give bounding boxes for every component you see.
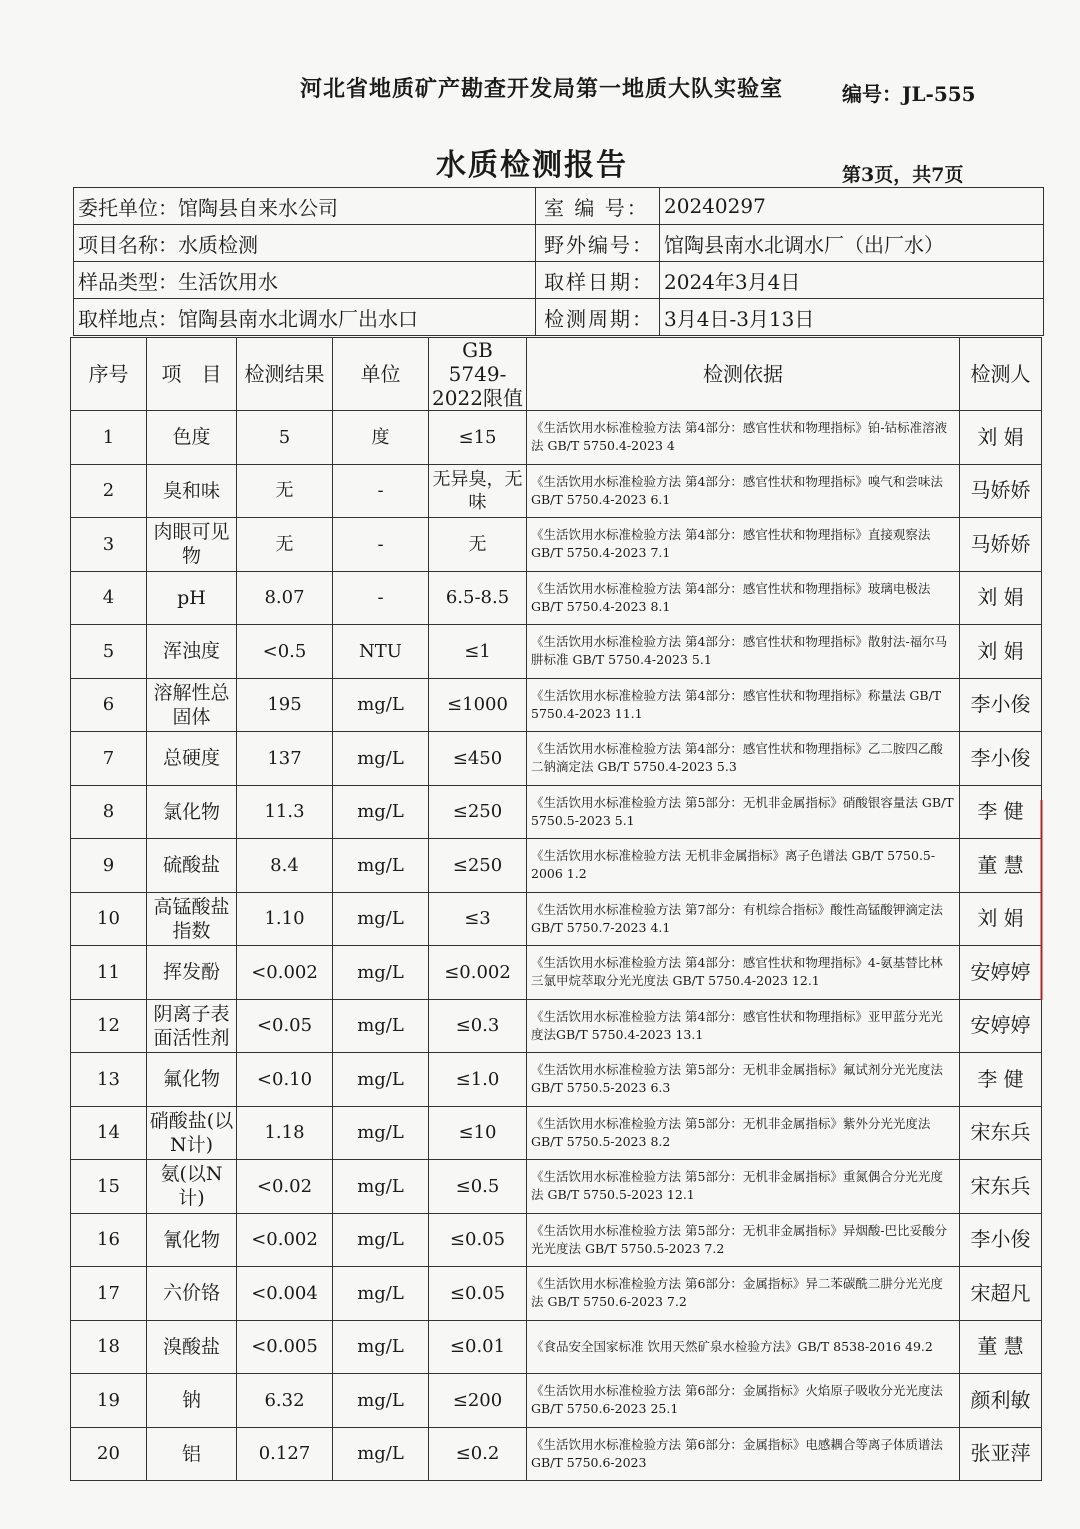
- row-limit: ≤0.5: [429, 1160, 527, 1214]
- row-method: 《生活饮用水标准检验方法 无机非金属指标》离子色谱法 GB/T 5750.5-2006 1.2: [527, 839, 960, 893]
- row-item: 铝: [147, 1427, 237, 1481]
- row-unit: mg/L: [333, 1427, 429, 1481]
- row-tester: 宋东兵: [960, 1160, 1042, 1214]
- row-no: 17: [71, 1267, 147, 1321]
- row-method: 《生活饮用水标准检验方法 第4部分：感官性状和物理指标》直接观察法 GB/T 5750.4-2023 7.1: [527, 518, 960, 572]
- table-row: [71, 1160, 1042, 1214]
- client-cell: [74, 188, 536, 225]
- organization-name: 河北省地质矿产勘查开发局第一地质大队实验室: [300, 76, 784, 102]
- row-method: 《生活饮用水标准检验方法 第4部分：感官性状和物理指标》4-氨基替比林三氯甲烷萃取分光光度法 GB/T 5750.4-2023 12.1: [527, 946, 960, 1000]
- row-limit: ≤1.0: [429, 1053, 527, 1107]
- row-tester: 马娇娇: [960, 464, 1042, 518]
- row-method: 《生活饮用水标准检验方法 第6部分：金属指标》异二苯碳酰二肼分光光度法 GB/T 5750.6-2023 7.2: [527, 1267, 960, 1321]
- row-method: 《生活饮用水标准检验方法 第4部分：感官性状和物理指标》铂-钴标准溶液法 GB/T 5750.4-2023 4: [527, 411, 960, 465]
- row-result: <0.05: [237, 999, 333, 1053]
- row-method: 《生活饮用水标准检验方法 第4部分：感官性状和物理指标》亚甲蓝分光光度法GB/T 5750.4-2023 13.1: [527, 999, 960, 1053]
- row-item: 钠: [147, 1374, 237, 1428]
- row-no: 4: [71, 571, 147, 625]
- table-row: [71, 1213, 1042, 1267]
- table-row: [71, 411, 1042, 465]
- row-result: <0.002: [237, 1213, 333, 1267]
- row-no: 12: [71, 999, 147, 1053]
- row-item: 高锰酸盐指数: [147, 892, 237, 946]
- row-result: 8.07: [237, 571, 333, 625]
- row-item: 氟化物: [147, 1053, 237, 1107]
- table-row: [71, 518, 1042, 572]
- row-limit: ≤3: [429, 892, 527, 946]
- row-method: 《生活饮用水标准检验方法 第6部分：金属指标》火焰原子吸收分光光度法 GB/T 5750.6-2023 25.1: [527, 1374, 960, 1428]
- row-unit: mg/L: [333, 892, 429, 946]
- row-no: 9: [71, 839, 147, 893]
- info-row: [74, 188, 1044, 225]
- col-method: 检测依据: [527, 338, 960, 411]
- row-unit: mg/L: [333, 1160, 429, 1214]
- seal-stamp: [1040, 800, 1080, 1000]
- row-unit: mg/L: [333, 1053, 429, 1107]
- row-result: 1.10: [237, 892, 333, 946]
- info-row: [74, 299, 1044, 336]
- table-row: [71, 999, 1042, 1053]
- row-result: 6.32: [237, 1374, 333, 1428]
- col-limit: GB 5749-2022限值: [429, 338, 527, 411]
- row-tester: 董 慧: [960, 839, 1042, 893]
- row-result: 5: [237, 411, 333, 465]
- place-label: 取样地点：: [78, 306, 178, 331]
- row-limit: ≤200: [429, 1374, 527, 1428]
- row-result: 195: [237, 678, 333, 732]
- row-method: 《生活饮用水标准检验方法 第4部分：感官性状和物理指标》玻璃电极法 GB/T 5750.4-2023 8.1: [527, 571, 960, 625]
- row-no: 18: [71, 1320, 147, 1374]
- row-no: 1: [71, 411, 147, 465]
- row-result: <0.10: [237, 1053, 333, 1107]
- table-row: [71, 1427, 1042, 1481]
- row-tester: 刘 娟: [960, 625, 1042, 679]
- table-row: [71, 678, 1042, 732]
- row-result: 无: [237, 518, 333, 572]
- table-row: [71, 732, 1042, 786]
- row-no: 13: [71, 1053, 147, 1107]
- row-tester: 宋超凡: [960, 1267, 1042, 1321]
- row-method: 《食品安全国家标准 饮用天然矿泉水检验方法》GB/T 8538-2016 49.2: [527, 1320, 960, 1374]
- table-row: [71, 1053, 1042, 1107]
- report-title: 水质检测报告: [436, 148, 628, 183]
- row-tester: 宋东兵: [960, 1106, 1042, 1160]
- row-no: 16: [71, 1213, 147, 1267]
- row-item: 硫酸盐: [147, 839, 237, 893]
- info-row: [74, 262, 1044, 299]
- period-value: 3月4日-3月13日: [660, 299, 1044, 336]
- row-item: pH: [147, 571, 237, 625]
- report-code: 编号：JL-555: [842, 82, 976, 106]
- row-no: 2: [71, 464, 147, 518]
- table-row: [71, 1320, 1042, 1374]
- row-unit: NTU: [333, 625, 429, 679]
- row-tester: 张亚萍: [960, 1427, 1042, 1481]
- row-tester: 刘 娟: [960, 892, 1042, 946]
- row-method: 《生活饮用水标准检验方法 第5部分：无机非金属指标》氟试剂分光光度法 GB/T 5750.5-2023 6.3: [527, 1053, 960, 1107]
- row-no: 19: [71, 1374, 147, 1428]
- project-cell: [74, 225, 536, 262]
- row-unit: mg/L: [333, 732, 429, 786]
- row-no: 6: [71, 678, 147, 732]
- place-value: 馆陶县南水北调水厂出水口: [178, 306, 418, 331]
- row-unit: -: [333, 571, 429, 625]
- row-limit: ≤10: [429, 1106, 527, 1160]
- row-method: 《生活饮用水标准检验方法 第4部分：感官性状和物理指标》称量法 GB/T 5750.4-2023 11.1: [527, 678, 960, 732]
- row-item: 氰化物: [147, 1213, 237, 1267]
- row-tester: 李 健: [960, 1053, 1042, 1107]
- results-table: [70, 337, 1042, 1481]
- table-row: [71, 464, 1042, 518]
- row-no: 5: [71, 625, 147, 679]
- table-row: [71, 839, 1042, 893]
- row-limit: ≤1: [429, 625, 527, 679]
- row-item: 总硬度: [147, 732, 237, 786]
- row-no: 15: [71, 1160, 147, 1214]
- row-unit: -: [333, 518, 429, 572]
- row-tester: 李 健: [960, 785, 1042, 839]
- date-value: 2024年3月4日: [660, 262, 1044, 299]
- sample-type-value: 生活饮用水: [178, 269, 278, 294]
- table-row: [71, 785, 1042, 839]
- row-no: 20: [71, 1427, 147, 1481]
- row-item: 浑浊度: [147, 625, 237, 679]
- table-row: [71, 892, 1042, 946]
- row-unit: mg/L: [333, 1267, 429, 1321]
- row-result: 8.4: [237, 839, 333, 893]
- row-unit: mg/L: [333, 839, 429, 893]
- row-result: <0.004: [237, 1267, 333, 1321]
- row-result: 1.18: [237, 1106, 333, 1160]
- client-value: 馆陶县自来水公司: [178, 195, 338, 220]
- row-limit: 无异臭，无味: [429, 464, 527, 518]
- row-limit: ≤450: [429, 732, 527, 786]
- row-method: 《生活饮用水标准检验方法 第6部分：金属指标》电感耦合等离子体质谱法 GB/T 5750.6-2023: [527, 1427, 960, 1481]
- table-row: [71, 1106, 1042, 1160]
- row-unit: mg/L: [333, 785, 429, 839]
- row-tester: 颜利敏: [960, 1374, 1042, 1428]
- row-tester: 刘 娟: [960, 411, 1042, 465]
- col-result: 检测结果: [237, 338, 333, 411]
- row-limit: ≤1000: [429, 678, 527, 732]
- row-no: 7: [71, 732, 147, 786]
- room-value: 20240297: [660, 188, 1044, 225]
- table-row: [71, 571, 1042, 625]
- header-row: [71, 338, 1042, 411]
- row-tester: 李小俊: [960, 1213, 1042, 1267]
- row-item: 氨(以N计): [147, 1160, 237, 1214]
- row-unit: mg/L: [333, 999, 429, 1053]
- sample-type-label: 样品类型：: [78, 269, 178, 294]
- period-label: 检测周期：: [536, 299, 660, 336]
- row-limit: ≤0.2: [429, 1427, 527, 1481]
- row-unit: mg/L: [333, 1213, 429, 1267]
- row-result: <0.002: [237, 946, 333, 1000]
- info-row: [74, 225, 1044, 262]
- row-unit: mg/L: [333, 1320, 429, 1374]
- col-tester: 检测人: [960, 338, 1042, 411]
- row-no: 8: [71, 785, 147, 839]
- table-row: [71, 1374, 1042, 1428]
- row-unit: mg/L: [333, 1374, 429, 1428]
- place-cell: [74, 299, 536, 336]
- row-method: 《生活饮用水标准检验方法 第4部分：感官性状和物理指标》散射法-福尔马肼标准 GB/T 5750.4-2023 5.1: [527, 625, 960, 679]
- col-unit: 单位: [333, 338, 429, 411]
- row-result: 137: [237, 732, 333, 786]
- row-limit: ≤0.002: [429, 946, 527, 1000]
- row-tester: 李小俊: [960, 732, 1042, 786]
- row-tester: 安婷婷: [960, 946, 1042, 1000]
- table-row: [71, 625, 1042, 679]
- row-result: <0.5: [237, 625, 333, 679]
- row-unit: -: [333, 464, 429, 518]
- row-no: 10: [71, 892, 147, 946]
- row-tester: 刘 娟: [960, 571, 1042, 625]
- row-no: 14: [71, 1106, 147, 1160]
- row-limit: ≤250: [429, 839, 527, 893]
- row-limit: ≤0.05: [429, 1213, 527, 1267]
- row-item: 挥发酚: [147, 946, 237, 1000]
- client-label: 委托单位：: [78, 195, 178, 220]
- row-method: 《生活饮用水标准检验方法 第5部分：无机非金属指标》异烟酸-巴比妥酸分光光度法 GB/T 5750.5-2023 7.2: [527, 1213, 960, 1267]
- row-item: 溴酸盐: [147, 1320, 237, 1374]
- table-row: [71, 1267, 1042, 1321]
- col-item: 项 目: [147, 338, 237, 411]
- row-limit: ≤250: [429, 785, 527, 839]
- row-method: 《生活饮用水标准检验方法 第4部分：感官性状和物理指标》嗅气和尝味法 GB/T 5750.4-2023 6.1: [527, 464, 960, 518]
- row-limit: ≤0.01: [429, 1320, 527, 1374]
- row-item: 六价铬: [147, 1267, 237, 1321]
- project-value: 水质检测: [178, 232, 258, 257]
- row-no: 11: [71, 946, 147, 1000]
- row-limit: 6.5-8.5: [429, 571, 527, 625]
- row-item: 阴离子表面活性剂: [147, 999, 237, 1053]
- row-unit: 度: [333, 411, 429, 465]
- col-no: 序号: [71, 338, 147, 411]
- row-tester: 李小俊: [960, 678, 1042, 732]
- row-unit: mg/L: [333, 946, 429, 1000]
- row-result: 无: [237, 464, 333, 518]
- row-item: 氯化物: [147, 785, 237, 839]
- row-limit: ≤0.3: [429, 999, 527, 1053]
- row-tester: 董 慧: [960, 1320, 1042, 1374]
- row-item: 硝酸盐(以N计): [147, 1106, 237, 1160]
- field-value: 馆陶县南水北调水厂（出厂水）: [660, 225, 1044, 262]
- row-limit: ≤0.05: [429, 1267, 527, 1321]
- row-unit: mg/L: [333, 1106, 429, 1160]
- results-body: [71, 411, 1042, 1481]
- row-unit: mg/L: [333, 678, 429, 732]
- sample-info-table: [73, 187, 1044, 336]
- row-method: 《生活饮用水标准检验方法 第5部分：无机非金属指标》紫外分光光度法 GB/T 5750.5-2023 8.2: [527, 1106, 960, 1160]
- row-limit: ≤15: [429, 411, 527, 465]
- row-result: <0.005: [237, 1320, 333, 1374]
- row-method: 《生活饮用水标准检验方法 第7部分：有机综合指标》酸性高锰酸钾滴定法 GB/T 5750.7-2023 4.1: [527, 892, 960, 946]
- row-item: 色度: [147, 411, 237, 465]
- field-label: 野外编号：: [536, 225, 660, 262]
- table-row: [71, 946, 1042, 1000]
- page-number: 第3页，共7页: [842, 164, 964, 186]
- sample-type-cell: [74, 262, 536, 299]
- date-label: 取样日期：: [536, 262, 660, 299]
- row-item: 臭和味: [147, 464, 237, 518]
- row-no: 3: [71, 518, 147, 572]
- room-label: 室 编 号：: [536, 188, 660, 225]
- row-method: 《生活饮用水标准检验方法 第5部分：无机非金属指标》重氮偶合分光光度法 GB/T 5750.5-2023 12.1: [527, 1160, 960, 1214]
- row-method: 《生活饮用水标准检验方法 第4部分：感官性状和物理指标》乙二胺四乙酸二钠滴定法 GB/T 5750.4-2023 5.3: [527, 732, 960, 786]
- row-method: 《生活饮用水标准检验方法 第5部分：无机非金属指标》硝酸银容量法 GB/T 5750.5-2023 5.1: [527, 785, 960, 839]
- row-limit: 无: [429, 518, 527, 572]
- row-tester: 安婷婷: [960, 999, 1042, 1053]
- row-item: 溶解性总固体: [147, 678, 237, 732]
- row-result: <0.02: [237, 1160, 333, 1214]
- project-label: 项目名称：: [78, 232, 178, 257]
- row-result: 0.127: [237, 1427, 333, 1481]
- row-tester: 马娇娇: [960, 518, 1042, 572]
- row-item: 肉眼可见物: [147, 518, 237, 572]
- row-result: 11.3: [237, 785, 333, 839]
